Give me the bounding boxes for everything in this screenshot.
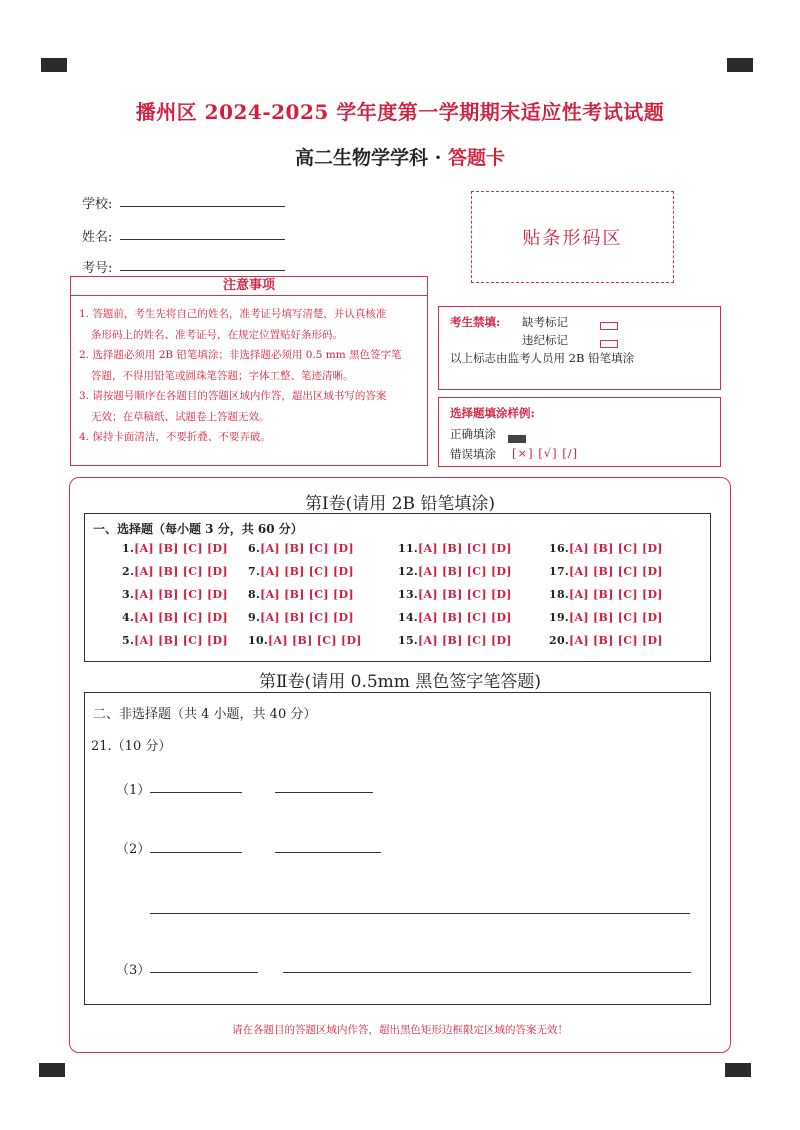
subtitle-dot: · [434,147,442,169]
id-field[interactable] [120,270,285,271]
question-number: 11. [398,542,419,555]
choice-question[interactable] [549,588,663,601]
wrong-fill-samples: [×] [√] [/] [512,446,579,460]
answer-line-2a[interactable] [150,852,242,853]
answer-options[interactable]: [A] [B] [C] [D] [134,565,228,578]
subject-name: 高二生物学学科 [295,147,429,169]
answer-options[interactable]: [A] [B] [C] [D] [418,588,512,601]
answer-options[interactable]: [A] [B] [C] [D] [134,588,228,601]
choice-question[interactable] [248,588,354,601]
answer-line-1a[interactable] [150,792,242,793]
alignment-marker-bottom-left [39,1063,65,1077]
notice-item: 无效；在草稿纸、试题卷上答题无效。 [91,410,270,423]
part1-title: 第Ⅰ卷(请用 2B 铅笔填涂) [304,494,496,514]
notice-item: 4. 保持卡面清洁，不要折叠、不要弄破。 [79,431,271,443]
correct-fill-sample [508,428,526,447]
choice-question[interactable] [549,565,663,578]
question-number: 7. [248,565,261,578]
choice-question[interactable] [248,634,362,647]
school-label: 学校: [82,197,113,212]
notice-box [70,296,428,466]
question-number: 3. [122,588,135,601]
question-number: 15. [398,634,419,647]
barcode-area[interactable]: 贴条形码区 [471,191,674,283]
answer-options[interactable]: [A] [B] [C] [D] [260,611,354,624]
choice-question[interactable] [122,588,228,601]
part2-section-heading: 二、非选择题（共 4 小题，共 40 分） [93,707,317,722]
school-field[interactable] [120,206,285,207]
answer-options[interactable]: [A] [B] [C] [D] [569,565,663,578]
notice-title: 注意事项 [70,276,428,296]
sub-question-3-label: （3） [116,963,151,978]
correct-fill-label: 正确填涂 [450,427,496,441]
question-number: 8. [248,588,261,601]
answer-line-3a[interactable] [150,972,258,973]
alignment-marker-top-right [727,58,753,72]
question-number: 18. [549,588,570,601]
alignment-marker-top-left [41,58,67,72]
fill-sample-title: 选择题填涂样例: [450,406,535,420]
question-number: 5. [122,634,135,647]
notice-item: 3. 请按题号顺序在各题目的答题区域内作答，超出区域书写的答案 [79,390,387,402]
question-number: 19. [549,611,570,624]
answer-options[interactable]: [A] [B] [C] [D] [418,542,512,555]
answer-line-1b[interactable] [275,792,373,793]
choice-question[interactable] [248,565,354,578]
answer-options[interactable]: [A] [B] [C] [D] [569,634,663,647]
wrong-fill-label: 错误填涂 [450,447,496,461]
sub-question-2-label: （2） [116,842,151,857]
question-number: 13. [398,588,419,601]
choice-question[interactable] [398,542,512,555]
name-field[interactable] [120,239,285,240]
choice-question[interactable] [549,634,663,647]
choice-question[interactable] [248,611,354,624]
question-number: 12. [398,565,419,578]
answer-options[interactable]: [A] [B] [C] [D] [134,542,228,555]
answer-options[interactable]: [A] [B] [C] [D] [260,588,354,601]
examinee-flags-label: 考生禁填: [450,315,501,329]
answer-line-3b[interactable] [283,972,691,973]
choice-question[interactable] [122,565,228,578]
question-number: 9. [248,611,261,624]
part1-section-heading: 一、选择题（每小题 3 分，共 60 分） [93,522,303,536]
question-number: 14. [398,611,419,624]
answer-options[interactable]: [A] [B] [C] [D] [134,611,228,624]
question-21-label: 21.（10 分） [91,739,172,754]
question-number: 1. [122,542,135,555]
footer-note: 请在各题目的答题区域内作答，超出黑色矩形边框限定区域的答案无效！ [232,1024,568,1036]
answer-options[interactable]: [A] [B] [C] [D] [260,542,354,555]
absent-label: 缺考标记 [522,315,568,329]
answer-line-2c[interactable] [150,913,690,914]
choice-question[interactable] [122,634,228,647]
question-number: 6. [248,542,261,555]
id-label: 考号: [82,261,113,276]
violation-label: 违纪标记 [522,333,568,347]
answer-card-label: 答题卡 [447,147,505,169]
answer-options[interactable]: [A] [B] [C] [D] [569,588,663,601]
choice-question[interactable] [398,588,512,601]
part2-answer-box [84,692,711,1005]
exam-title: 播州区 2024-2025 学年度第一学期期末适应性考试试题 [135,100,665,124]
answer-options[interactable]: [A] [B] [C] [D] [268,634,362,647]
notice-item: 2. 选择题必须用 2B 铅笔填涂；非选择题必须用 0.5 mm 黑色签字笔 [79,349,402,361]
sub-question-1-label: （1） [116,783,151,798]
choice-question[interactable] [122,542,228,555]
absent-mark[interactable] [600,315,618,334]
name-label: 姓名: [82,230,113,245]
answer-line-2b[interactable] [275,852,381,853]
answer-options[interactable]: [A] [B] [C] [D] [418,611,512,624]
examinee-flags-note: 以上标志由监考人员用 2B 铅笔填涂 [450,351,635,365]
answer-options[interactable]: [A] [B] [C] [D] [418,634,512,647]
question-number: 2. [122,565,135,578]
question-number: 10. [248,634,269,647]
notice-item: 条形码上的姓名、准考证号，在规定位置贴好条形码。 [91,328,343,341]
choice-question[interactable] [248,542,354,555]
choice-question[interactable] [398,634,512,647]
choice-question[interactable] [398,565,512,578]
question-number: 4. [122,611,135,624]
question-number: 16. [549,542,570,555]
part2-title: 第Ⅱ卷(请用 0.5mm 黑色签字笔答题) [259,672,541,692]
answer-options[interactable]: [A] [B] [C] [D] [134,634,228,647]
question-number: 17. [549,565,570,578]
answer-options[interactable]: [A] [B] [C] [D] [569,611,663,624]
question-number: 20. [549,634,570,647]
notice-item: 1. 答题前，考生先将自己的姓名，准考证号填写清楚，并认真核准 [79,308,387,320]
choice-question[interactable] [122,611,228,624]
notice-item: 答题，不得用铅笔或圆珠笔答题；字体工整、笔迹清晰。 [91,369,354,382]
answer-options[interactable]: [A] [B] [C] [D] [418,565,512,578]
choice-question[interactable] [398,611,512,624]
answer-options[interactable]: [A] [B] [C] [D] [260,565,354,578]
choice-question[interactable] [549,611,663,624]
choice-question[interactable] [549,542,663,555]
card-subtitle [0,143,800,170]
alignment-marker-bottom-right [725,1063,751,1077]
answer-options[interactable]: [A] [B] [C] [D] [569,542,663,555]
